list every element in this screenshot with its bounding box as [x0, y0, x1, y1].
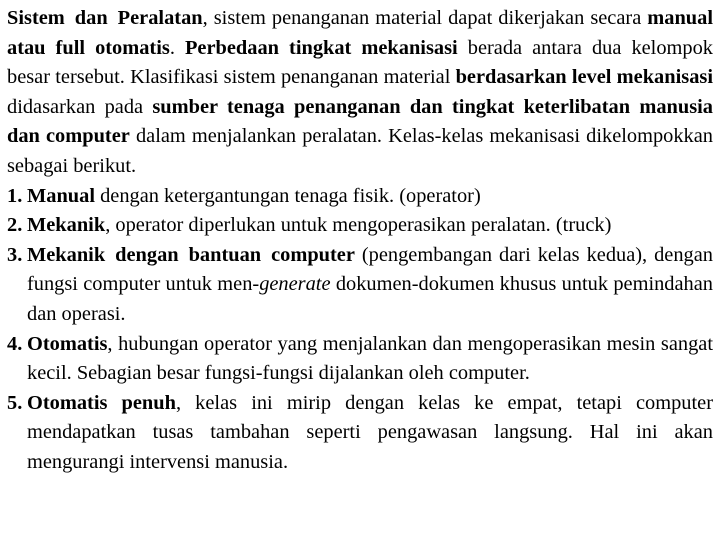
list-item: [7, 211, 713, 241]
intro-bold-2: Perbedaan tingkat mekanisasi: [184, 36, 458, 59]
mechanization-class-list: [7, 182, 713, 478]
list-item-text: , hubungan operator yang menjalankan dan mengoperasikan mesin sangat kecil. Sebagian besar fungsi-fungsi dijalankan oleh computer.: [27, 332, 713, 385]
intro-text-3: berada antara dua kelompok besar tersebut. Klasifikasi sistem penanganan material: [7, 36, 713, 89]
list-item-text: , kelas ini mirip dengan kelas ke empat, tetapi computer mendapatkan tusas tambahan seperti pengawasan langsung. Hal ini akan mengurangi intervensi manusia.: [27, 391, 713, 473]
list-item-term: Mekanik: [27, 214, 106, 237]
list-item-text-after: dokumen-dokumen khusus untuk pemindahan dan operasi.: [27, 273, 713, 325]
list-item-term: Mekanik dengan bantuan computer: [27, 243, 355, 266]
list-item-term: Manual: [27, 184, 95, 207]
intro-text-4: didasarkan pada: [7, 95, 153, 118]
list-item: [7, 330, 713, 389]
intro-text-5: dalam menjalankan peralatan. Kelas-kelas mekanisasi dikelompokkan sebagai berikut.: [7, 125, 713, 177]
intro-bold-1: manual atau full otomatis: [7, 7, 713, 59]
list-item-term: Otomatis penuh: [27, 391, 176, 414]
intro-bold-3: berdasarkan level mekanisasi: [455, 66, 713, 89]
list-item: [7, 241, 713, 330]
intro-text-1: , sistem penanganan material dapat dikerjakan secara: [202, 7, 648, 29]
intro-text-2: .: [169, 36, 185, 59]
list-item-number: 3.: [7, 243, 23, 266]
intro-bold-4: sumber tenaga penanganan dan tingkat keterlibatan manusia dan computer: [7, 95, 713, 148]
list-item-italic: generate: [259, 273, 331, 296]
list-item-number: 2.: [7, 214, 23, 237]
list-item-number: 1.: [7, 184, 23, 207]
list-item-number: 5.: [7, 391, 23, 414]
intro-term: Sistem dan Peralatan: [7, 7, 203, 29]
list-item-term: Otomatis: [27, 332, 108, 355]
list-item-text: dengan ketergantungan tenaga fisik. (operator): [94, 184, 481, 207]
list-item-number: 4.: [7, 332, 23, 355]
list-item: [7, 389, 713, 478]
document-body: [7, 4, 713, 478]
list-item-text: (pengembangan dari kelas kedua), dengan fungsi computer untuk men-: [27, 243, 713, 296]
list-item-text: , operator diperlukan untuk mengoperasikan peralatan. (truck): [105, 214, 612, 237]
list-item: [7, 182, 713, 212]
intro-paragraph: [7, 4, 713, 182]
